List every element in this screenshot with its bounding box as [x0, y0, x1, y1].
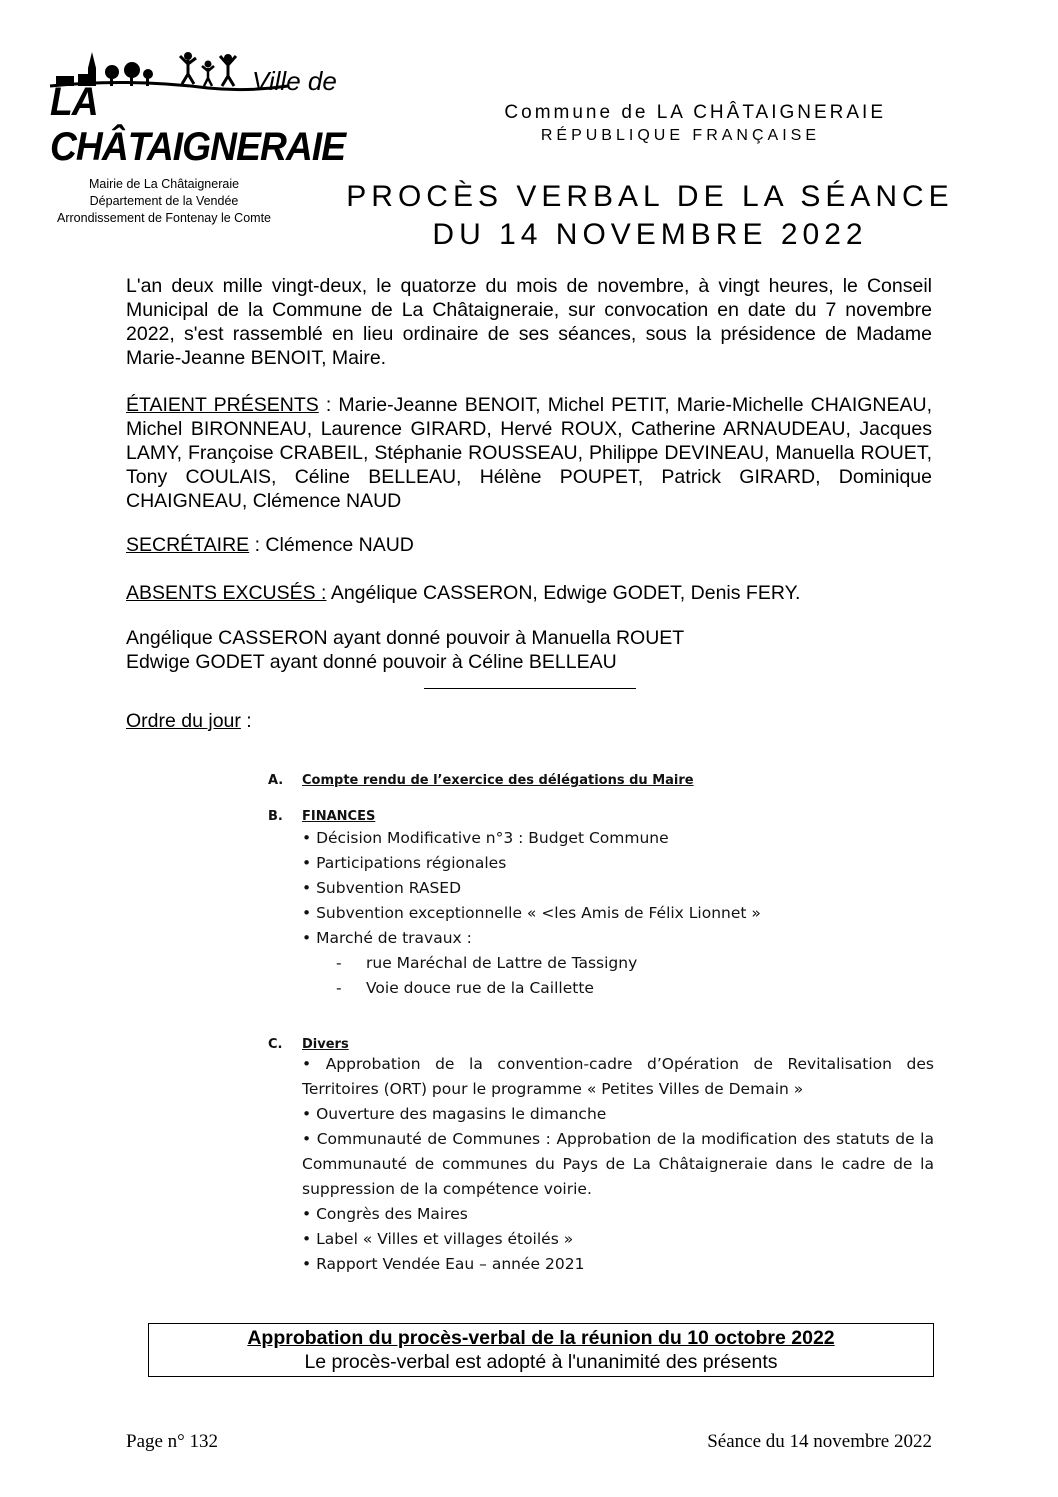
presents-list: : Marie-Jeanne BENOIT, Michel PETIT, Marie-Michelle CHAIGNEAU, Michel BIRONNEAU, Laurence GIRARD, Hervé ROUX, Catherine ARNAUDEAU, Jacques LAMY, Françoise CRABEIL, Stéphanie ROUSSEAU, Philippe DEVINEAU, Manuella ROUET, Tony COULAIS, Céline BELLEAU, Hélène POUPET, Patrick GIRARD, Dominique CHAIGNEAU, Clémence NAUD	[126, 394, 932, 512]
section-c-title: Divers	[302, 1037, 349, 1052]
agenda-item: • Congrès des Maires	[302, 1205, 468, 1223]
absents-names: Angélique CASSERON, Edwige GODET, Denis FERY.	[326, 582, 801, 604]
ordre-du-jour-heading	[126, 710, 252, 733]
agenda-subitem: rue Maréchal de Lattre de Tassigny	[366, 954, 638, 972]
approval-box	[148, 1323, 934, 1377]
page-number: Page n° 132	[126, 1431, 219, 1452]
ordre-label: Ordre du jour	[126, 710, 241, 732]
section-a-letter: A.	[268, 773, 284, 788]
presents-paragraph	[126, 393, 932, 513]
footer-seance: Séance du 14 novembre 2022	[707, 1431, 932, 1452]
logo-town-name: LA CHÂTAIGNERAIE	[50, 80, 346, 169]
agenda-item: • Subvention exceptionnelle « <les Amis de Félix Lionnet »	[302, 904, 761, 922]
dash-marker: -	[336, 979, 342, 997]
agenda-item: • Approbation de la convention-cadre d’Opération de Revitalisation des Territoires (ORT) pour le programme « Petites Villes de Demain »	[302, 1055, 934, 1098]
section-a-title: Compte rendu de l’exercice des délégations du Maire	[302, 773, 694, 788]
absents-line	[126, 581, 932, 605]
mairie-line: Arrondissement de Fontenay le Comte	[57, 211, 271, 225]
pouvoir-line: Edwige GODET ayant donné pouvoir à Céline BELLEAU	[126, 651, 617, 673]
approval-text: Le procès-verbal est adopté à l'unanimité des présents	[304, 1351, 778, 1373]
agenda-item: • Décision Modificative n°3 : Budget Commune	[302, 829, 669, 847]
title-line-1: PROCÈS VERBAL DE LA SÉANCE	[346, 180, 954, 213]
approval-title: Approbation du procès-verbal de la réunion du 10 octobre 2022	[247, 1327, 835, 1349]
mairie-line: Département de la Vendée	[89, 194, 239, 208]
republique-heading: RÉPUBLIQUE FRANÇAISE	[540, 127, 820, 144]
agenda-item: • Ouverture des magasins le dimanche	[302, 1105, 607, 1123]
section-c-letter: C.	[268, 1037, 283, 1052]
intro-paragraph: L'an deux mille vingt-deux, le quatorze du mois de novembre, à vingt heures, le Conseil Municipal de la Commune de La Châtaigneraie, sur convocation en date du 7 novembre 2022, s'est rassemblé en lieu ordinaire de ses séances, sous la présidence de Madame Marie-Jeanne BENOIT, Maire.	[126, 275, 932, 369]
title-line-2: DU 14 NOVEMBRE 2022	[432, 218, 868, 251]
agenda-item: • Rapport Vendée Eau – année 2021	[302, 1255, 585, 1273]
agenda-item: • Participations régionales	[302, 854, 507, 872]
document-title	[340, 178, 960, 254]
secretaire-name: : Clémence NAUD	[249, 534, 414, 556]
mairie-line: Mairie de La Châtaigneraie	[88, 177, 240, 191]
agenda-item: • Marché de travaux :	[302, 929, 472, 947]
presents-label: ÉTAIENT PRÉSENTS	[126, 394, 319, 416]
pouvoirs-block	[126, 626, 932, 674]
section-b-letter: B.	[268, 809, 283, 824]
absents-label: ABSENTS EXCUSÉS :	[126, 582, 327, 604]
agenda-item: • Communauté de Communes : Approbation de la modification des statuts de la Communauté de communes du Pays de La Châtaigneraie dans le cadre de la suppression de la compétence voirie.	[302, 1130, 934, 1198]
agenda-subitem: Voie douce rue de la Caillette	[366, 979, 594, 997]
dash-marker: -	[336, 954, 342, 972]
pouvoir-line: Angélique CASSERON ayant donné pouvoir à Manuella ROUET	[126, 627, 685, 649]
secretaire-line	[126, 533, 932, 557]
section-b-title: FINANCES	[302, 809, 376, 824]
separator-line	[424, 688, 636, 689]
commune-heading: Commune de LA CHÂTAIGNERAIE	[504, 102, 886, 123]
secretaire-label: SECRÉTAIRE	[126, 534, 250, 556]
ordre-suffix: :	[240, 710, 252, 732]
logo-ville-de: Ville de	[252, 66, 337, 96]
mairie-address	[44, 176, 284, 227]
agenda-item: • Subvention RASED	[302, 879, 462, 897]
agenda-item: • Label « Villes et villages étoilés »	[302, 1230, 574, 1248]
